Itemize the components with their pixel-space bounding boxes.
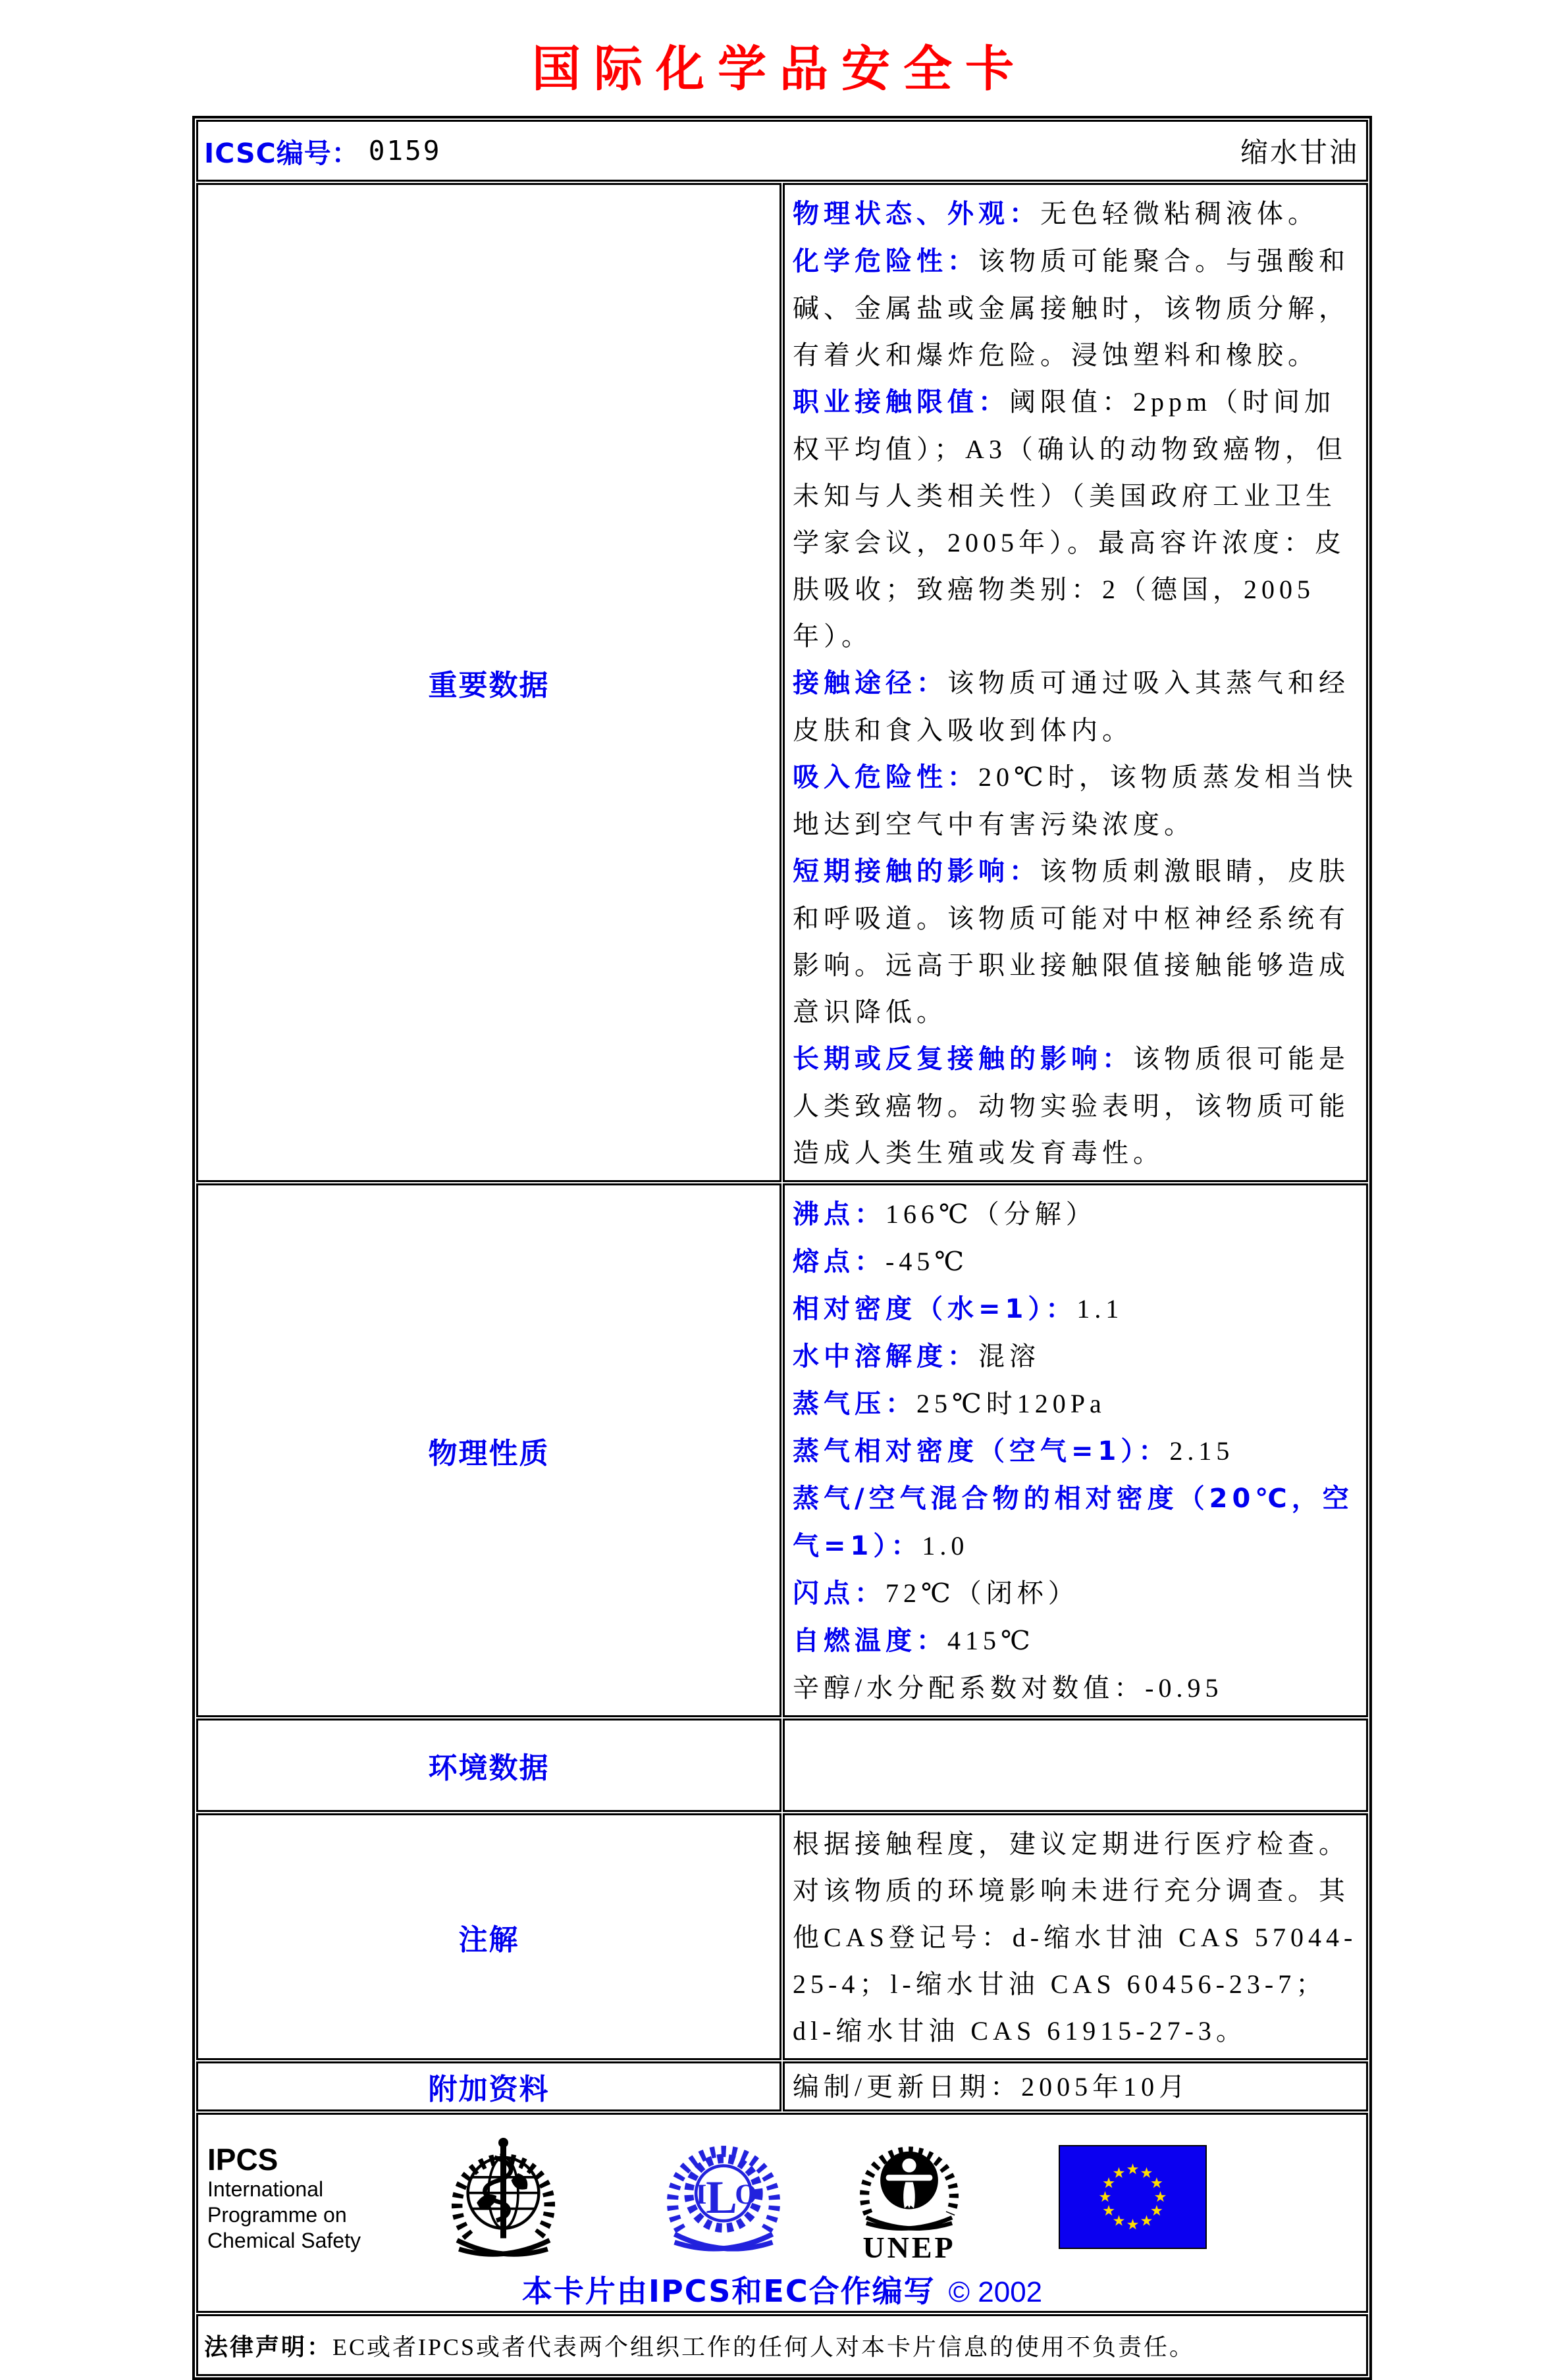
property-value: 无色轻微粘稠液体。	[1040, 199, 1319, 228]
property-line	[793, 1428, 1360, 1475]
property-value: 1.1	[1076, 1294, 1124, 1324]
property-value: 该物质可能聚合。与强酸和碱、金属盐或金属接触时，该物质分解，有着火和爆炸危险。浸蚀塑料和橡胶。	[793, 246, 1350, 370]
ilo-logo-icon	[662, 2132, 785, 2264]
unep-logo-block	[853, 2132, 965, 2265]
additional-info-content: 编制/更新日期：2005年10月	[783, 2061, 1368, 2111]
physical-properties-content	[783, 1183, 1368, 1717]
property-value: 166℃（分解）	[885, 1199, 1097, 1229]
property-line	[793, 378, 1360, 660]
section-label-notes: 注解	[196, 1813, 781, 2060]
property-line	[793, 1035, 1360, 1176]
notes-content: 根据接触程度，建议定期进行医疗检查。对该物质的环境影响未进行充分调查。其他CAS登记号：d-缩水甘油 CAS 57044-25-4；l-缩水甘油 CAS 60456-23-7；dl-缩水甘油 CAS 61915-27-3。	[783, 1813, 1368, 2060]
important-data-content	[783, 183, 1368, 1182]
property-line	[793, 1570, 1360, 1617]
property-label: 水中溶解度：	[793, 1341, 978, 1372]
property-line	[793, 190, 1360, 238]
icsc-number-label: ICSC编号：	[204, 137, 359, 169]
property-label: 相对密度（水=1）：	[793, 1294, 1077, 1324]
page-title: 国际化学品安全卡	[532, 41, 1027, 97]
property-value: 混溶	[978, 1341, 1040, 1371]
legal-row	[196, 2314, 1368, 2376]
property-value: 该物质刺激眼睛，皮肤和呼吸道。该物质可能对中枢神经系统有影响。远高于职业接触限值接触能够造成意识降低。	[793, 856, 1350, 1027]
property-line	[793, 1238, 1360, 1285]
property-label: 短期接触的影响：	[793, 856, 1040, 887]
ipcs-subtitle-line: Chemical Safety	[207, 2229, 361, 2252]
property-label: 蒸气/空气混合物的相对密度（20℃，空气=1）：	[793, 1484, 1354, 1561]
credit-line	[198, 2267, 1366, 2311]
legal-notice-label: 法律声明：	[204, 2333, 333, 2361]
section-label-additional-info: 附加资料	[196, 2061, 781, 2111]
section-label-physical-properties: 物理性质	[196, 1183, 781, 1717]
property-line	[793, 238, 1360, 378]
logos-row	[196, 2113, 1368, 2313]
ipcs-text-block	[207, 2132, 384, 2254]
eu-flag-icon	[1059, 2145, 1207, 2252]
property-value: 该物质可通过吸入其蒸气和经皮肤和食入吸收到体内。	[793, 668, 1350, 745]
property-value: 72℃（闭杯）	[885, 1578, 1079, 1608]
property-value: -0.95	[1145, 1673, 1223, 1703]
property-label: 闪点：	[793, 1578, 885, 1609]
property-label: 辛醇/水分配系数对数值：	[793, 1673, 1146, 1703]
section-label-environmental-data: 环境数据	[196, 1719, 781, 1812]
property-label: 蒸气相对密度（空气=1）：	[793, 1436, 1170, 1466]
section-label-important-data: 重要数据	[196, 183, 781, 1182]
property-label: 沸点：	[793, 1199, 885, 1229]
property-value: 1.0	[922, 1531, 969, 1561]
legal-notice	[199, 2329, 1365, 2362]
credit-text: 本卡片由IPCS和EC合作编写	[521, 2273, 936, 2309]
property-line	[793, 754, 1360, 848]
card-header	[199, 131, 1365, 170]
important-data-row	[196, 183, 1368, 1182]
property-label: 吸入危险性：	[793, 762, 978, 792]
physical-properties-row	[196, 1183, 1368, 1717]
property-line	[793, 1333, 1360, 1380]
property-value: 该物质很可能是人类致癌物。动物实验表明，该物质可能造成人类生殖或发育毒性。	[793, 1044, 1350, 1168]
property-value: 阈限值：2ppm（时间加权平均值）；A3（确认的动物致癌物，但未知与人类相关性）（美国政府工业卫生学家会议，2005年）。最高容许浓度：皮肤吸收；致癌物类别：2（德国，2005年）。	[793, 387, 1347, 651]
ilo-letter-i: I	[695, 2178, 707, 2210]
property-label: 物理状态、外观：	[793, 199, 1040, 229]
property-label: 熔点：	[793, 1247, 885, 1277]
unep-caption: UNEP	[862, 2231, 956, 2264]
property-line	[793, 660, 1360, 754]
unep-logo-icon	[853, 2132, 965, 2234]
property-line	[793, 1665, 1360, 1711]
who-logo-icon	[439, 2132, 568, 2264]
environmental-data-content	[783, 1719, 1368, 1812]
property-label: 职业接触限值：	[793, 387, 1009, 417]
property-line	[793, 1191, 1360, 1238]
property-line	[793, 1475, 1360, 1570]
icsc-number-value: 0159	[368, 135, 442, 167]
ilo-letter-o: O	[735, 2178, 757, 2210]
legal-notice-text: EC或者IPCS或者代表两个组织工作的任何人对本卡片信息的使用不负责任。	[332, 2333, 1196, 2360]
ilo-letter-l: L	[706, 2171, 737, 2223]
icsc-document-page	[0, 30, 1559, 2361]
ipcs-title: IPCS	[207, 2142, 278, 2177]
ipcs-subtitle-line: International	[207, 2177, 324, 2201]
property-value: 25℃时120Pa	[916, 1389, 1106, 1418]
property-value: 2.15	[1169, 1436, 1234, 1466]
property-value: 20℃时，该物质蒸发相当快地达到空气中有害污染浓度。	[793, 762, 1358, 839]
property-value: -45℃	[885, 1247, 969, 1276]
property-line	[793, 1617, 1360, 1665]
property-label: 长期或反复接触的影响：	[793, 1044, 1133, 1074]
property-line	[793, 848, 1360, 1035]
property-label: 化学危险性：	[793, 246, 978, 276]
copyright-text: © 2002	[948, 2276, 1043, 2308]
ipcs-subtitle-line: Programme on	[207, 2203, 347, 2227]
header-row	[196, 120, 1368, 182]
property-label: 蒸气压：	[793, 1389, 916, 1419]
property-line	[793, 1285, 1360, 1333]
property-value: 415℃	[947, 1626, 1035, 1655]
icsc-card-table	[192, 116, 1372, 2380]
organization-logos	[198, 2115, 1366, 2265]
substance-name: 缩水甘油	[1240, 138, 1359, 168]
additional-info-row	[196, 2061, 1368, 2111]
property-label: 自燃温度：	[793, 1626, 947, 1656]
environmental-data-row	[196, 1719, 1368, 1812]
property-label: 接触途径：	[793, 668, 947, 698]
notes-row	[196, 1813, 1368, 2060]
property-line	[793, 1380, 1360, 1428]
